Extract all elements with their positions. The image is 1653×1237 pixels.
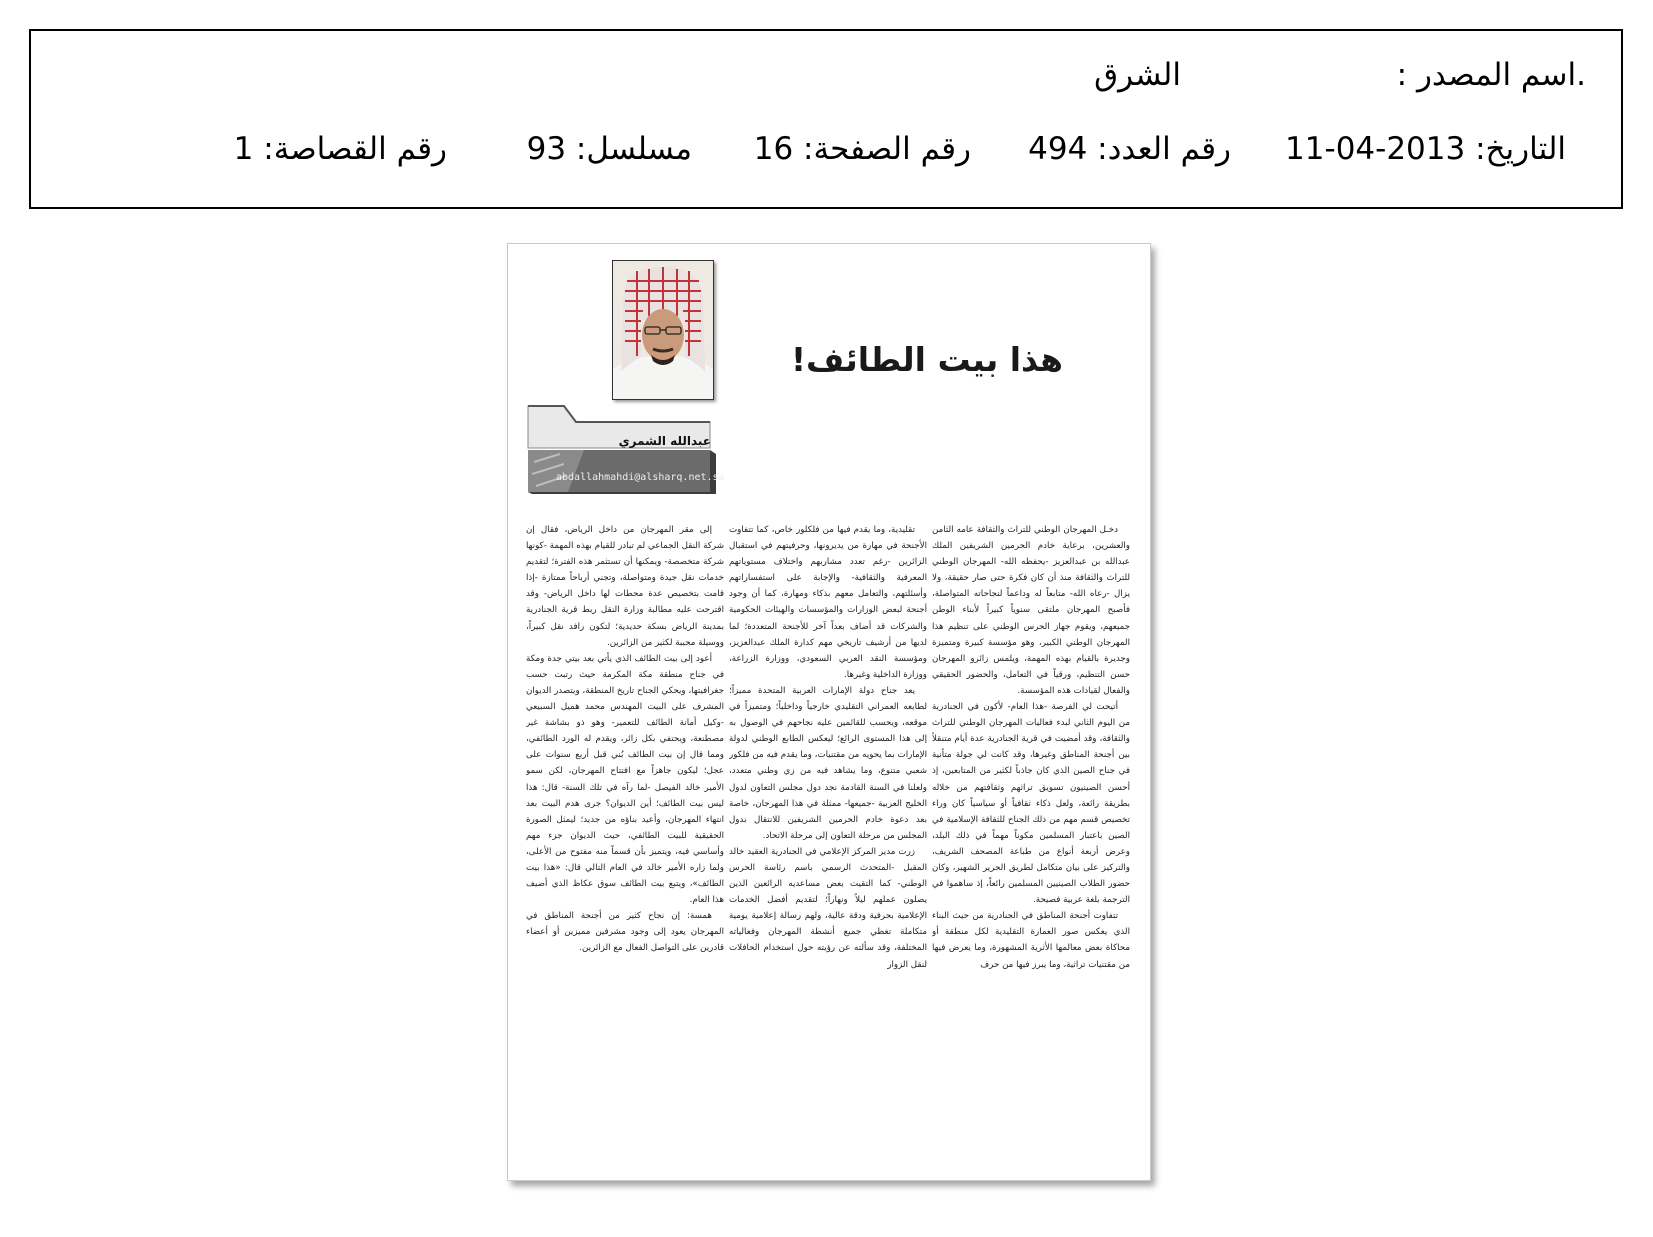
clip-number-field: رقم القصاصة: 1 [233,131,447,167]
author-portrait-image [613,261,713,399]
article-column-1 [932,522,1130,1162]
paragraph: يعد جناح دولة الإمارات العربية المتحدة مميزاً؛ لطابعه العمراني التقليدي خارجياً وداخلياً؛ ومتميزاً في موقعه، ويحسب للقائمين عليه نجاحهم في الوصول به إلى هذا المستوى الرائع؛ ليعكس الطابع الوطني لدولة الإمارات بما يحويه من مقتنيات، وما يقدم فيه من فلكور شعبي متنوع، وما يشاهد فيه من زي وطني متعدد، ولعلنا في السنة القادمة نجد دول مجلس التعاون لدول الخليج العربية -جميعها- ممثلة في هذا المهرجان، خاصة بعد دعوة خادم الحرمين الشريفين للانتقال بدول المجلس من مرحلة التعاون إلى مرحلة الاتحاد. [729,685,927,841]
serial-field: مسلسل: 93 [526,131,692,167]
article-column-3 [526,522,724,1162]
newspaper-clipping [507,243,1151,1181]
article-column-2 [729,522,927,1162]
paragraph: إلى مقر المهرجان من داخل الرياض، فقال إن شركة النقل الجماعي لم تبادر للقيام بهذه المهمة -كونها شركة متخصصة- ويمكنها أن تستثمر هذه الفترة؛ لتقديم خدمات نقل جيدة ومتواصلة، وتجني أرباحاً ممتازة -إذا قامت بتخصيص عدة محطات لها داخل الرياض- وقد اقترحت عليه مطالبة وزارة النقل ربط قرية الجنادرية بمدينة الرياض بسكة حديدية؛ لتكون رافد نقل كبيراً، ووسيلة محببة لكثير من الزائرين. [526,525,724,648]
author-byline [524,404,725,494]
article-title: هذا بيت الطائف! [790,340,1063,379]
paragraph: أعود إلى بيت الطائف الذي يأتي بعد بيتي جدة ومكة في جناح منطقة مكة المكرمة حيث رتبت حسب جغرافيتها، ويحكي الجناح تاريخ المنطقة، ويتصدر الديوان المشرف على البيت المهندس محمد هميل السبيعي -وكيل أمانة الطائف للتعمير- وهو ذو بشاشة غير مصطنعة، ويحتفي بكل زائر، ويقدم له الورد الطائفي، ومما قال إن بيت الطائف بُني قبل أربع سنوات على عجل؛ ليكون جاهزاً مع افتتاح المهرجان، لكن سمو الأمير خالد الفيصل -لما رآه في تلك السنة- قال: هذا ليس بيت الطائف؛ أين الديوان؟ جرى هدم البيت بعد انتهاء المهرجان، وأعيد بناؤه من جديد؛ ليمثل الصورة الحقيقية للبيت الطائفي، حيث الديوان جزء مهم وأساسي فيه، ويتميز بأن قسماً منه مفتوح من الأعلى، ولما زاره الأمير خالد في العام التالي قال: «هذا بيت الطائف»، ويتبع بيت الطائف سوق عكاظ الذي أضيف هذا العام. [526,653,724,906]
paragraph: زرت مدير المركز الإعلامي في الجنادرية العقيد خالد المقبل -المتحدث الرسمي باسم رئاسة الحرس الوطني- كما التقيت بعض مساعديه الرائعين الذين يصلون عملهم ليلاً ونهاراً؛ لتقديم أفضل الخدمات الإعلامية بحرفية ودقة عالية، ولهم رسالة إعلامية يومية متكاملة تغطي جميع أنشطة المهرجان وفعالياته المختلفة، وقد سألته عن رؤيته حول استخدام الحافلات لنقل الزوار [729,846,927,970]
date-field: التاريخ: 2013-04-11 [1285,131,1566,167]
paragraph: تتفاوت أجنحة المناطق في الجنادرية من حيث البناء الذي يعكس صور العمارة التقليدية لكل منطقة أو محاكاة بعض معالمها الأثرية المشهورة، وما يعرض فيها من مقتنيات تراثية، وما يبرز فيها من حرف [932,911,1130,970]
author-name: عبدالله الشمري [618,434,711,448]
author-photo [612,260,714,400]
paragraph: تقليدية، وما يقدم فيها من فلكلور خاص، كما تتفاوت الأجنحة في مهارة من يديرونها، وحرفيتهم في استقبال الزائرين -رغم تعدد مشاربهم واختلاف مستوياتهم المعرفية والثقافية- والإجابة على استفساراتهم وأسئلتهم، والتعامل معهم بذكاء ومهارة، كما أن وجود أجنحة لبعض الوزارات والمؤسسات والهيئات الحكومية والشركات قد أضاف بعداً آخر للأجنحة المتعددة؛ لما لديها من أرشيف تاريخي مهم كدارة الملك عبدالعزيز، ومؤسسة النقد العربي السعودي، ووزارة الزراعة، ووزارة الداخلية وغيرها. [729,525,927,680]
clipping-metadata-box [29,29,1623,209]
source-value: الشرق [1094,57,1181,93]
page-number-field: رقم الصفحة: 16 [753,131,971,167]
issue-number-field: رقم العدد: 494 [1028,131,1231,167]
author-email: abdallahmahdi@alsharq.net.sa [556,472,725,483]
source-label: .اسم المصدر : [1396,57,1586,93]
paragraph: أتيحت لي الفرصة -هذا العام- لأكون في الجنادرية من اليوم الثاني لبدء فعاليات المهرجان الوطني للتراث والثقافة، وقد أمضيت في قرية الجنادرية عدة أيام متنقلاً بين أجنحة المناطق وغيرها، وقد كانت لي جولة متأنية في جناح الصين الذي كان جاذباً لكثير من المتابعين، إذ أحسن الصينيون تسويق تراثهم وثقافتهم من خلاله بطريقة رائعة، ولعل ذكاء ثقافياً أو سياسياً كان وراء تخصيص قسم مهم من ذلك الجناح للثقافة الإسلامية في الصين باعتبار المسلمين مكوناً مهماً في ذلك البلد، وعرض أربعة أنواع من طباعة المصحف الشريف، والتركيز على بيان متكامل لطريق الحرير الشهير، وكان حضور الطلاب الصينيين المسلمين رائعاً، إذ ساهموا في الترجمة بلغة عربية فصيحة. [932,702,1130,906]
paragraph: دخـل المهرجان الوطني للتراث والثقافة عامه الثامن والعشرين، برعاية خادم الحرمين الشريفين الملك عبدالله بن عبدالعزيز -يحفظه الله- المهرجان الوطني للتراث والثقافة منذ أن كان فكرة حتى صار حقيقة، ولا يزال -رعاه الله- متابعاً له وداعماً لنجاحاته المتواصلة، فأصبح المهرجان ملتقى سنوياً كبيراً لأبناء الوطن جميعهم، ويقوم جهاز الحرس الوطني على تنظيم هذا المهرجان الوطني الكبير، وهو مؤسسة كبيرة ومتميزة وجديرة بالقيام بهذه المهمة، ويلمس زائرو المهرجان حسن التنظيم، ورقياً في التعامل، والحضور الحقيقي والفعال لقيادات هذه المؤسسة. [932,525,1130,696]
paragraph: همسة: إن نجاح كثير من أجنحة المناطق في المهرجان يعود إلى وجود مشرفين مميزين أو أعضاء قادرين على التواصل الفعال مع الزائرين. [526,911,724,954]
